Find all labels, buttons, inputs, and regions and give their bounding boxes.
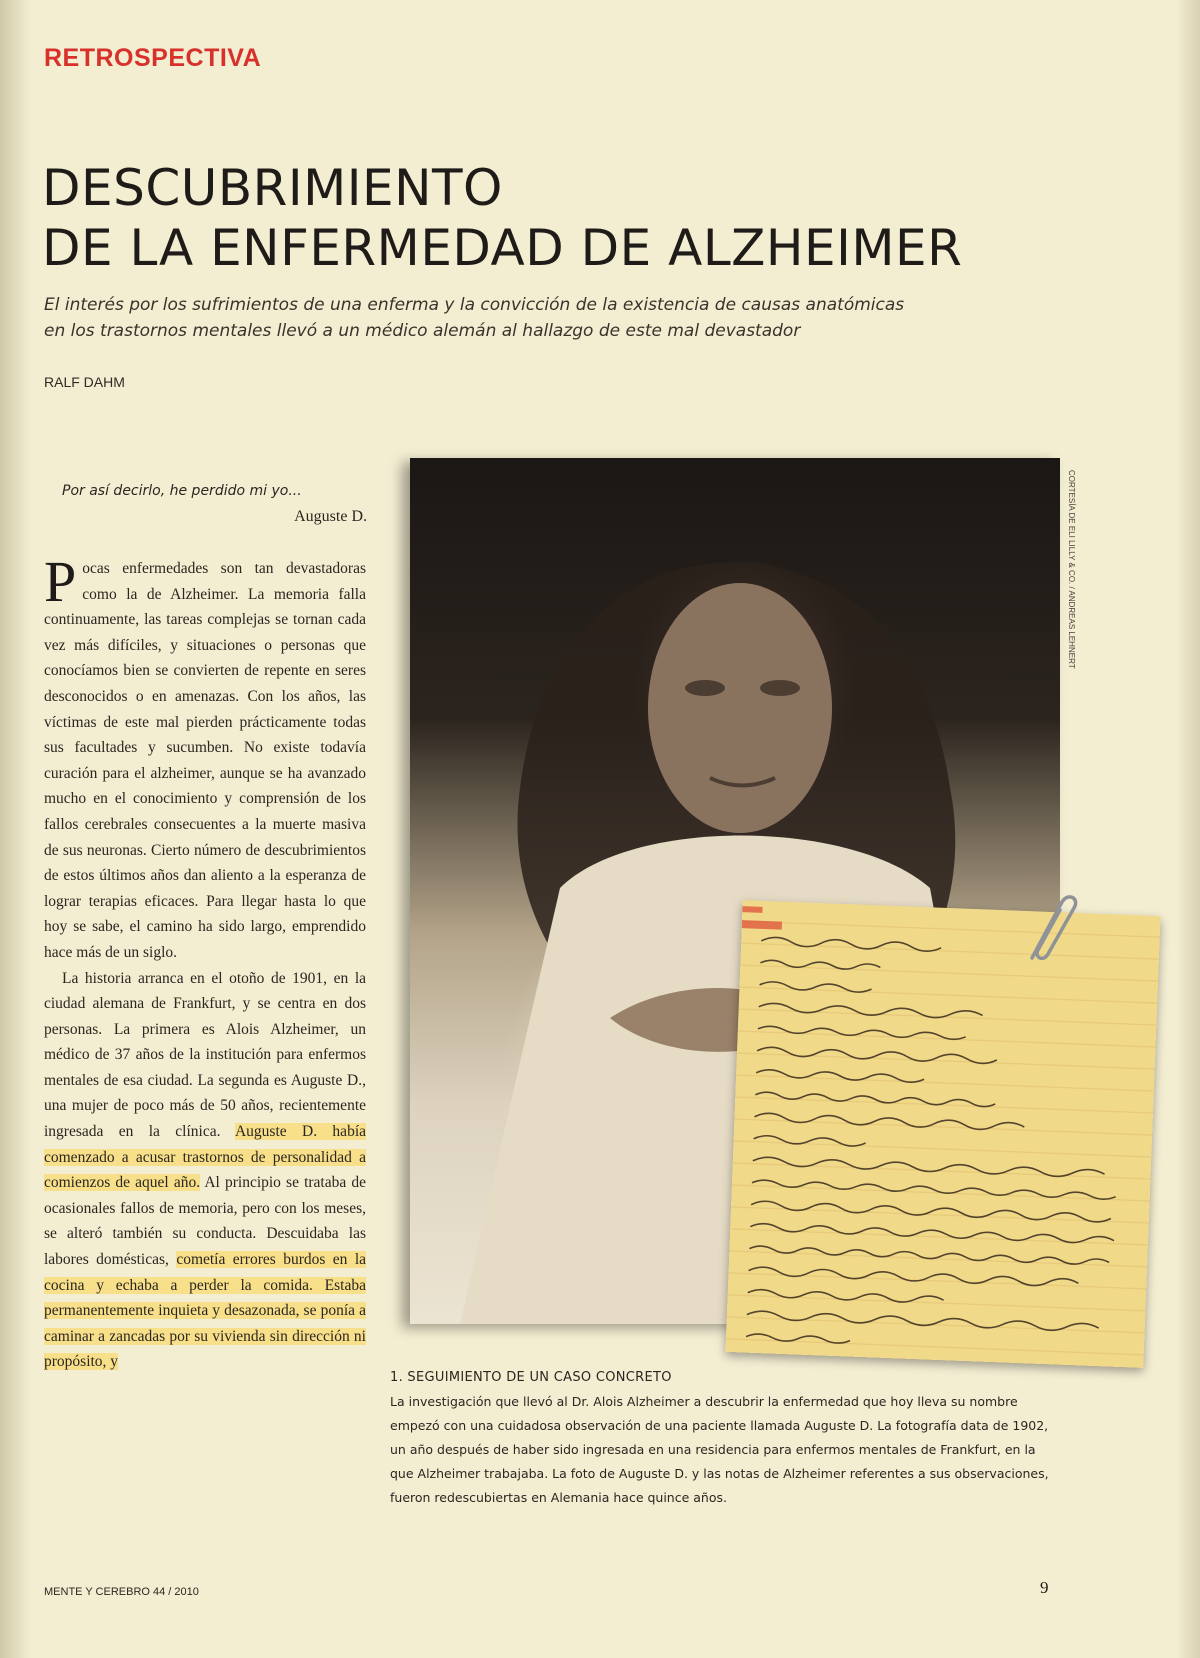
handwritten-notes-image bbox=[725, 900, 1160, 1368]
photo-credit: CORTESÍA DE ELI LILLY & CO. / ANDREAS LEHNERT bbox=[1067, 470, 1076, 669]
author-byline: RALF DAHM bbox=[44, 374, 125, 390]
subtitle-line-1: El interés por los sufrimientos de una enferma y la convicción de la existencia de causas anatómicas bbox=[44, 295, 905, 315]
epigraph-quote: Por así decirlo, he perdido mi yo... bbox=[62, 483, 302, 499]
body-paragraph-1 bbox=[44, 549, 366, 966]
epigraph bbox=[62, 478, 367, 530]
caption-text: La investigación que llevó al Dr. Alois Alzheimer a descubrir la enfermedad que hoy lleva su nombre empezó con una cuidadosa observación de una paciente llamada Auguste D. La fotografía data de 1902, un año después de haber sido ingresada en una residencia para enfermos mentales de Frankfurt, en la que Alzheimer trabajaba. La foto de Auguste D. y las notas de Alzheimer referentes a sus observaciones, fueron redescubiertas en Alemania hace quince años. bbox=[390, 1394, 1049, 1505]
figure-caption bbox=[390, 1366, 1050, 1510]
paperclip-icon bbox=[1018, 888, 1078, 968]
page-number: 9 bbox=[1040, 1578, 1049, 1597]
handwriting-scribbles bbox=[725, 900, 1160, 1368]
caption-heading: 1. SEGUIMIENTO DE UN CASO CONCRETO bbox=[390, 1370, 672, 1385]
body-text-column bbox=[44, 549, 366, 1375]
paragraph-2-text-start: La historia arranca en el otoño de 1901, en la ciudad alemana de Frankfurt, y se centra en dos personas. La primera es Alois Alzheimer, un médico de 37 años de la institución para enfermos mentales de esa ciudad. La segunda es Auguste D., una mujer de poco más de 50 años, recientemente ingresada en la clínica. bbox=[44, 969, 366, 1141]
page-gutter-shadow bbox=[0, 0, 30, 1658]
body-paragraph-2 bbox=[44, 966, 366, 1376]
publication-footer: MENTE Y CEREBRO 44 / 2010 bbox=[44, 1586, 199, 1598]
highlighted-passage-2: cometía errores burdos en la cocina y echaba a perder la comida. Estaba permanentemente inquieta y desazonada, se ponía a caminar a zancadas por su vivienda sin dirección ni propósito, y bbox=[44, 1251, 366, 1371]
drop-cap: P bbox=[44, 549, 77, 614]
highlighted-passage-1: Auguste D. había comenzado a acusar trastornos de personalidad a comienzos de aquel año. bbox=[44, 1123, 366, 1192]
paragraph-1-text: ocas enfermedades son tan devastadoras como la de Alzheimer. La memoria falla continuamente, las tareas complejas se tornan cada vez más difíciles, y situaciones o personas que conocíamos bien se convierten de repente en seres desconocidos o en amenazas. Con los años, las víctimas de este mal pierden prácticamente todas sus facultades y sucumben. No existe todavía curación para el alzheimer, aunque se ha avanzado mucho en el conocimiento y comprensión de los fallos cerebrales consecuentes a la muerte masiva de sus neuronas. Cierto número de descubrimientos de estos últimos años dan aliento a la esperanza de lograr terapias eficaces. Para llegar hasta lo que hoy se sabe, el camino ha sido largo, emprendido hace más de un siglo. bbox=[44, 560, 366, 961]
paragraph-2-text-middle: Al principio se trataba de ocasionales fallos de memoria, pero con los meses, se alteró también su conducta. Descuidaba las labores domésticas, bbox=[44, 1174, 366, 1269]
article-subtitle bbox=[44, 292, 1084, 344]
epigraph-source: Auguste D. bbox=[294, 508, 367, 525]
section-label: RETROSPECTIVA bbox=[44, 44, 262, 72]
subtitle-line-2: en los trastornos mentales llevó a un médico alemán al hallazgo de este mal devastador bbox=[44, 321, 801, 341]
title-line-2: DE LA ENFERMEDAD DE ALZHEIMER bbox=[42, 219, 963, 277]
page-edge-shadow bbox=[1176, 0, 1200, 1658]
title-line-1: DESCUBRIMIENTO bbox=[42, 159, 503, 217]
article-title bbox=[42, 158, 1142, 278]
